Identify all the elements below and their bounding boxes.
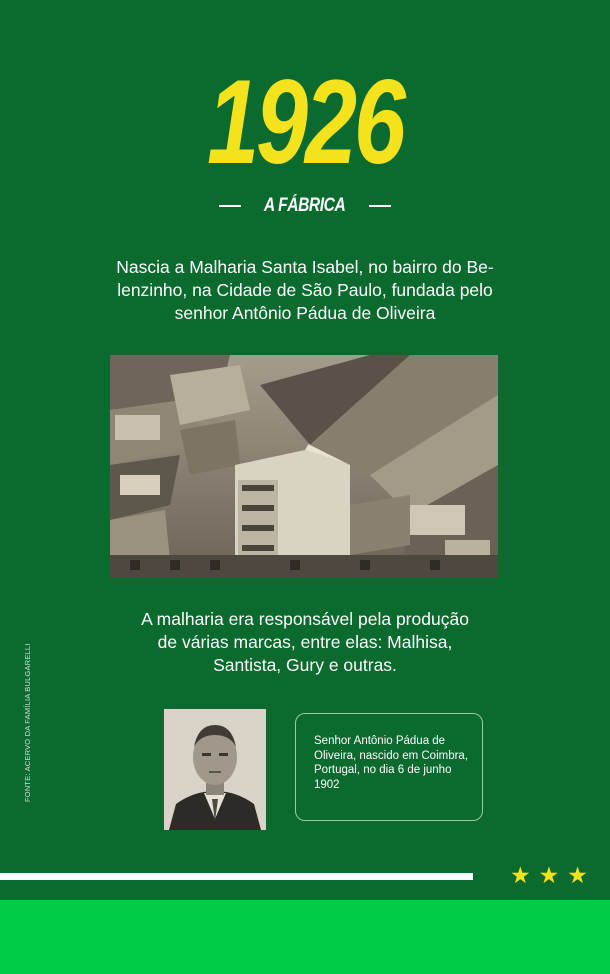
bottom-green-band bbox=[0, 900, 610, 974]
portrait-caption-box bbox=[295, 713, 483, 821]
description-paragraph: A malharia era responsável pela produção de várias marcas, entre elas: Malhisa, Santista, Gury e outras. bbox=[141, 609, 469, 675]
star-rating bbox=[510, 862, 588, 888]
intro-paragraph: Nascia a Malharia Santa Isabel, no bairro do Be-lenzinho, na Cidade de São Paulo, fundada pelo senhor Antônio Pádua de Oliveira bbox=[116, 257, 494, 323]
portrait-photo bbox=[164, 709, 266, 830]
subtitle-dash-left bbox=[219, 205, 241, 207]
factory-aerial-photo bbox=[110, 355, 498, 578]
section-subtitle bbox=[0, 193, 610, 219]
photo-credit: FONTE: ACERVO DA FAMÍLIA BULGARELLI bbox=[23, 643, 32, 802]
factory-photo-illustration bbox=[110, 355, 498, 578]
star-icon: ★ bbox=[510, 862, 531, 888]
portrait-caption: Senhor Antônio Pádua de Oliveira, nascido em Coimbra, Portugal, no dia 6 de junho 1902 bbox=[314, 735, 469, 791]
subtitle-dash-right bbox=[369, 205, 391, 207]
star-icon: ★ bbox=[567, 862, 588, 888]
portrait-illustration bbox=[164, 709, 266, 830]
star-icon: ★ bbox=[538, 862, 560, 888]
subtitle-label: A FÁBRICA bbox=[264, 195, 346, 216]
footer-divider-line bbox=[0, 873, 473, 880]
year-heading: 1926 bbox=[207, 55, 403, 189]
